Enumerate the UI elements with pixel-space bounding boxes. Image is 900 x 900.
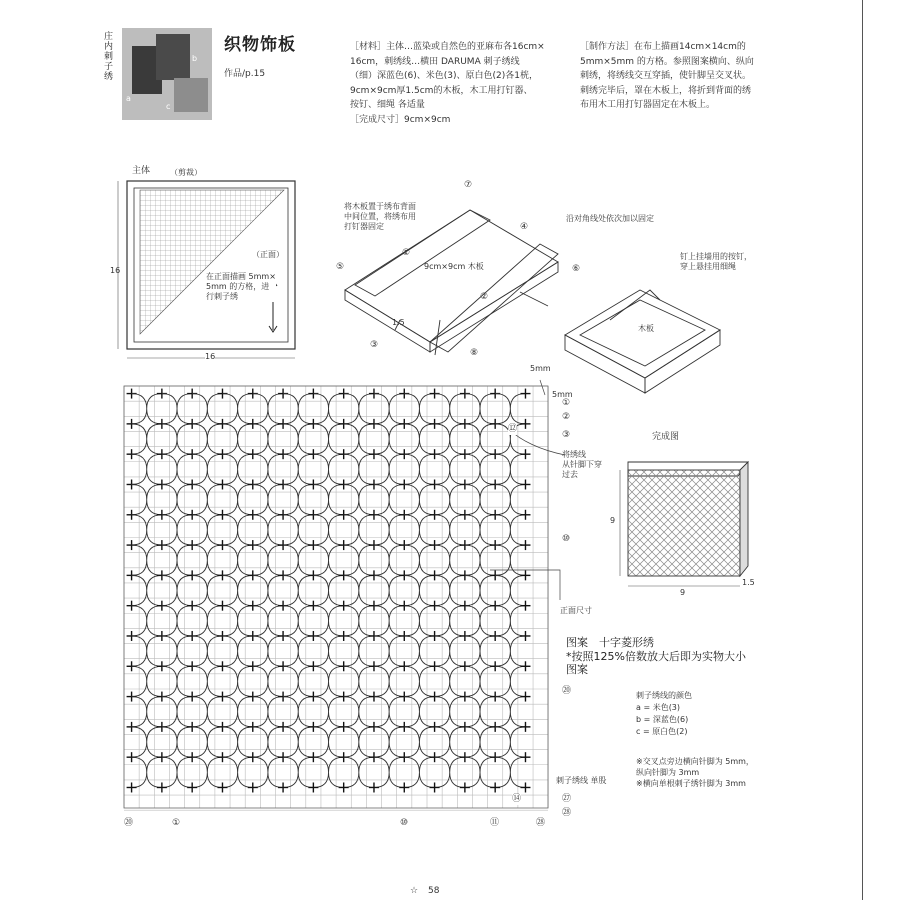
thread-note: 将绣线 从针脚下穿 过去: [562, 450, 602, 479]
finished-dim-w: 9: [680, 588, 686, 597]
finished-label: 完成图: [652, 432, 680, 442]
inner-num-12: ⑫: [508, 424, 518, 434]
pattern-title: 图案 十字菱形绣: [566, 636, 654, 649]
dim-width: 16: [205, 352, 216, 361]
col-num-20: ⑳: [124, 818, 134, 828]
page-number: 58: [428, 886, 440, 896]
single-strand-label: 刺子绣线 单股: [556, 776, 607, 785]
inner-num-14: ⑭: [512, 794, 522, 804]
col-num-10: ⑩: [400, 818, 409, 828]
finished-dim-h: 9: [610, 516, 616, 525]
row-num-28: ㉘: [562, 808, 572, 818]
footer-star: ☆: [410, 886, 419, 896]
photo-label-c: c: [166, 102, 171, 111]
row-num-3: ③: [562, 430, 571, 440]
main-body-diagram: [118, 181, 295, 358]
board-num-5: ⑤: [336, 262, 345, 272]
board-num-7: ⑦: [464, 180, 473, 190]
col-num-1: ①: [172, 818, 181, 828]
cut-label: （剪裁）: [170, 168, 202, 177]
size-label-b: 5mm: [552, 390, 573, 399]
board-num-3: ③: [370, 340, 379, 350]
main-body-label: 主体: [132, 166, 151, 176]
photo-label-a: a: [126, 94, 131, 103]
row-num-20: ⑳: [562, 686, 572, 696]
pattern-enlarge-note: *按照125%倍数放大后即为实物大小 图案: [566, 650, 746, 676]
finished-product-diagram: [620, 462, 748, 586]
stitch-notes: ※交叉点旁边横向针脚为 5mm， 纵向针脚为 3mm ※横向单根刺子绣针脚为 3mm: [636, 757, 754, 788]
row-num-10: ⑩: [562, 534, 571, 544]
page-title: 织物饰板: [224, 35, 296, 55]
side-label: 庄内刺子绣: [104, 32, 114, 82]
board-thickness: 1.5: [392, 318, 405, 327]
materials-text: ［材料］主体…蓝染或自然色的亚麻布各16cm× 16cm，刺绣线…横田 DARUMA 刺子绣线 （细）深蓝色(6)、米色(3)、原白色(2)各1桄， 9cm×9cm厚1.5cm的木板，木工用打钉器、 按钉、细绳 各适量 ［完成尺寸］9cm×9cm: [350, 42, 545, 125]
finished-thickness: 1.5: [742, 578, 755, 587]
stitch-pattern-grid: [124, 386, 548, 810]
board-num-2: ②: [480, 292, 489, 302]
board-num-6: ⑥: [572, 264, 581, 274]
size-label-a: 5mm: [530, 364, 551, 373]
row-num-27: ㉗: [562, 794, 572, 804]
board-center-label: 9cm×9cm 木板: [424, 262, 484, 271]
main-body-note: 在正面描画 5mm× 5mm 的方格，进 行刺子绣: [206, 272, 276, 301]
row-num-2: ②: [562, 412, 571, 422]
board-fold-diagram: [520, 290, 720, 393]
project-ref: 作品/p.15: [224, 69, 266, 79]
board-label: 木板: [638, 324, 654, 333]
diagonal-note: 沿对角线处依次加以固定: [566, 214, 654, 223]
board-note: 将木板置于绣布背面 中间位置，将绣布用 打钉器固定: [344, 202, 416, 231]
method-text: ［制作方法］在布上描画14cm×14cm的 5mm×5mm 的方格。参照图案横向、纵向 刺绣，将绣线交互穿插，使针脚呈交叉状。 刺绣完毕后，罩在木板上，将折到背面的绣 布用木工用打钉器固定在木板上。: [580, 42, 754, 110]
thread-color-legend: 刺子绣线的颜色 a = 米色(3) b = 深蓝色(6) c = 原白色(2): [636, 691, 692, 736]
front-label: （正面）: [252, 250, 284, 259]
col-num-11: ⑪: [490, 818, 500, 828]
col-num-28: ㉘: [536, 818, 546, 828]
photo-label-b: b: [192, 54, 198, 63]
board-num-8: ⑧: [470, 348, 479, 358]
board-num-1: ①: [402, 248, 411, 258]
row-num-1: ①: [562, 398, 571, 408]
front-size-label: 正面尺寸: [560, 606, 592, 615]
dim-height: 16: [110, 266, 121, 275]
board-num-4: ④: [520, 222, 529, 232]
nail-note: 钉上挂墙用的按钉， 穿上悬挂用细绳: [680, 252, 752, 271]
